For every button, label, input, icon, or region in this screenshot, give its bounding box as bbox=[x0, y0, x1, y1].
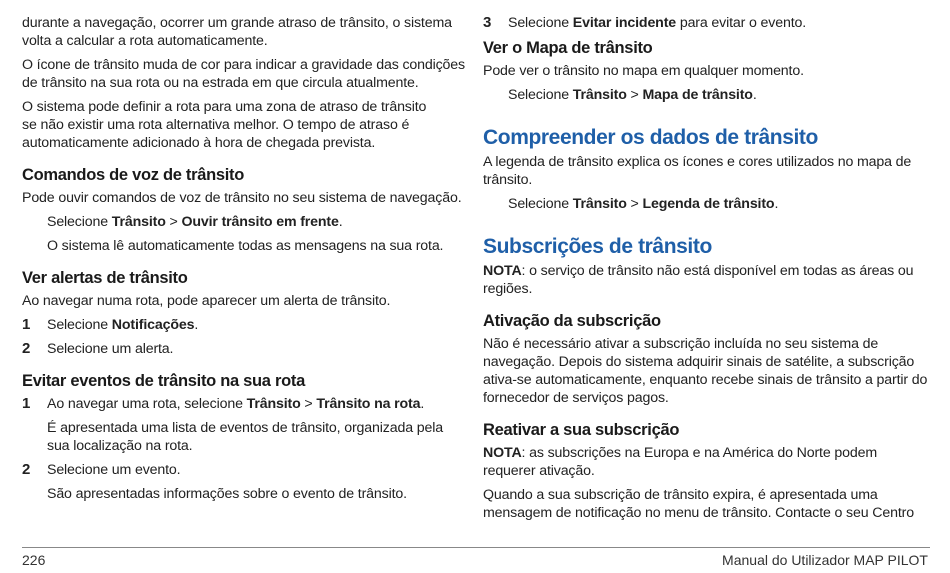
avoid-s3-end: para evitar o evento. bbox=[676, 15, 807, 31]
avoid-s1-sep: > bbox=[300, 396, 317, 412]
reactivate-text: Quando a sua subscrição de trânsito expira, é apresentada uma mensagem de notificação no menu de trânsito. Contacte o seu Centro bbox=[483, 487, 914, 521]
heading-traffic-map: Ver o Mapa de trânsito bbox=[483, 39, 653, 57]
map-step-end: . bbox=[752, 87, 757, 103]
reactivate-note bbox=[483, 444, 931, 480]
step-text: Selecione um alerta. bbox=[47, 341, 174, 357]
right-column bbox=[483, 14, 931, 528]
map-step-menu: Trânsito bbox=[572, 87, 627, 103]
step-number: 3 bbox=[483, 14, 492, 31]
step-number: 2 bbox=[22, 461, 31, 478]
voice-step-option: Ouvir trânsito em frente bbox=[181, 214, 339, 230]
avoid-s3-prefix: Selecione bbox=[508, 15, 573, 31]
heading-voice-commands: Comandos de voz de trânsito bbox=[22, 166, 245, 184]
voice-step-sep: > bbox=[165, 214, 182, 230]
step-text: Selecione um evento. bbox=[47, 462, 181, 478]
avoid-step-3 bbox=[483, 14, 931, 32]
paragraph-delay-rest: se não existir uma rota alternativa melhor. O tempo de atraso é automaticamente adicionado à hora de chegada prevista. bbox=[22, 117, 410, 151]
left-column bbox=[22, 14, 467, 509]
voice-result: O sistema lê automaticamente todas as mensagens na sua rota. bbox=[47, 238, 444, 254]
section-traffic-subscriptions: Subscrições de trânsito bbox=[483, 235, 712, 258]
avoid-step-2 bbox=[22, 461, 467, 479]
understand-step-prefix: Selecione bbox=[508, 196, 573, 212]
heading-subscription-activation: Ativação da subscrição bbox=[483, 312, 661, 330]
map-step-sep: > bbox=[626, 87, 643, 103]
voice-step-end: . bbox=[338, 214, 343, 230]
avoid-step-1 bbox=[22, 395, 467, 413]
alerts-step-2 bbox=[22, 340, 467, 358]
map-step-option: Mapa de trânsito bbox=[642, 87, 753, 103]
step-number: 1 bbox=[22, 316, 31, 333]
voice-step-prefix: Selecione bbox=[47, 214, 112, 230]
alerts-step-1 bbox=[22, 316, 467, 334]
avoid-step-1-result: É apresentada uma lista de eventos de trânsito, organizada pela sua localização na rota. bbox=[47, 420, 443, 454]
step-number: 2 bbox=[22, 340, 31, 357]
voice-step bbox=[22, 213, 467, 231]
map-step-prefix: Selecione bbox=[508, 87, 573, 103]
voice-intro: Pode ouvir comandos de voz de trânsito no seu sistema de navegação. bbox=[22, 190, 462, 206]
heading-avoid-events: Evitar eventos de trânsito na sua rota bbox=[22, 372, 305, 390]
reactivate-note-text: : as subscrições na Europa e na América do Norte podem requerer ativação. bbox=[483, 445, 878, 479]
step-text bbox=[508, 14, 931, 32]
note-label: NOTA bbox=[483, 263, 522, 279]
subs-note-text: : o serviço de trânsito não está disponível em todas as áreas ou regiões. bbox=[483, 263, 914, 297]
heading-reactivate-subscription: Reativar a sua subscrição bbox=[483, 421, 680, 439]
avoid-s1-end: . bbox=[420, 396, 425, 412]
section-understand-traffic: Compreender os dados de trânsito bbox=[483, 126, 818, 149]
understand-step bbox=[483, 195, 931, 213]
map-intro: Pode ver o trânsito no mapa em qualquer momento. bbox=[483, 63, 804, 79]
paragraph-icon-color: O ícone de trânsito muda de cor para indicar a gravidade das condições de trânsito na sua rota ou na estrada em que circula atualmente. bbox=[22, 57, 465, 91]
note-label: NOTA bbox=[483, 445, 522, 461]
alerts-intro: Ao navegar numa rota, pode aparecer um alerta de trânsito. bbox=[22, 293, 391, 309]
understand-intro: A legenda de trânsito explica os ícones e cores utilizados no mapa de trânsito. bbox=[483, 154, 912, 188]
understand-step-menu: Trânsito bbox=[572, 196, 627, 212]
page-number: 226 bbox=[22, 552, 46, 568]
understand-step-end: . bbox=[774, 196, 779, 212]
avoid-s1-prefix: Ao navegar uma rota, selecione bbox=[47, 396, 247, 412]
alerts-s1-prefix: Selecione bbox=[47, 317, 112, 333]
alerts-s1-end: . bbox=[194, 317, 199, 333]
footer-divider bbox=[22, 547, 930, 548]
map-step bbox=[483, 86, 931, 104]
activation-text: Não é necessário ativar a subscrição incluída no seu sistema de navegação. Depois do sistema adquirir sinais de satélite, a subscrição ativa-se automaticamente, enquanto recebe sinais de trânsito a partir do fornecedor de serviços pagos. bbox=[483, 336, 928, 406]
avoid-s3-option: Evitar incidente bbox=[572, 15, 677, 31]
paragraph-reroute: durante a navegação, ocorrer um grande atraso de trânsito, o sistema volta a calcular a rota automaticamente. bbox=[22, 15, 452, 49]
heading-view-alerts: Ver alertas de trânsito bbox=[22, 269, 188, 287]
avoid-step-2-result: São apresentadas informações sobre o evento de trânsito. bbox=[47, 486, 407, 502]
step-number: 1 bbox=[22, 395, 31, 412]
avoid-s1-menu: Trânsito bbox=[246, 396, 301, 412]
paragraph-delay bbox=[22, 98, 467, 152]
paragraph-delay-line1: O sistema pode definir a rota para uma zona de atraso de trânsito bbox=[22, 99, 427, 115]
avoid-s1-option: Trânsito na rota bbox=[316, 396, 421, 412]
manual-title: Manual do Utilizador MAP PILOT bbox=[722, 552, 928, 568]
subs-note bbox=[483, 262, 931, 298]
voice-step-menu: Trânsito bbox=[111, 214, 166, 230]
alerts-s1-option: Notificações bbox=[111, 317, 195, 333]
step-text bbox=[47, 316, 467, 334]
understand-step-option: Legenda de trânsito bbox=[642, 196, 775, 212]
understand-step-sep: > bbox=[626, 196, 643, 212]
step-text bbox=[47, 395, 467, 413]
